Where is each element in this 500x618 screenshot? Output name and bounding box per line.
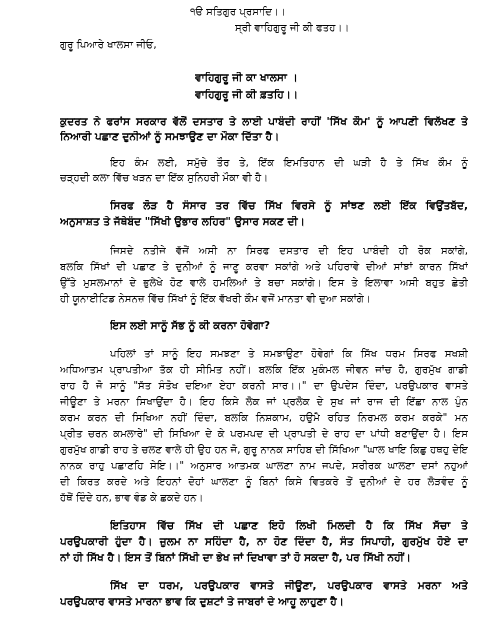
paragraph-5-line: ਨਾਨਕ ਰਾਹੁ ਪਛਾਣਹਿ ਸੇਇ।।" ਅਨੁਸਾਰ ਆਤਮਕ ਘਾਲਣਾ ਨਾਮ ਜਪਦੇ, ਸਰੀਰਕ ਘਾਲਣਾ ਦਸਾਂ ਨਹੁਆਂ [60, 461, 468, 472]
paragraph-4-line: ਬਲਕਿ ਸਿੱਖਾਂ ਦੀ ਪਛਾਣ ਤੇ ਦੁਨੀਆਂ ਨੂੰ ਜਾਣੂ ਕਰਵਾ ਸਕਾਂਗੇ ਅਤੇ ਪਹਿਰਾਵੇ ਦੀਆਂ ਸਾਂਝਾਂ ਕਾਰਨ ਸਿੱਖਾਂ [60, 262, 468, 273]
paragraph-7-line: ਸਿੱਖ ਦਾ ਧਰਮ, ਪਰਉਪਕਾਰ ਵਾਸਤੇ ਜੀਊਣਾ, ਪਰਉਪਕਾਰ ਵਾਸਤੇ ਮਰਨਾ ਅਤੇ [110, 580, 468, 592]
paragraph-3-line: ਸਿਰਫ ਲੋੜ ਹੈ ਸੰਸਾਰ ਤਰ ਵਿੱਚ ਸਿੱਖ ਵਿਰਸੇ ਨੂੰ ਸਾਂਝਣ ਲਈ ਇੱਕ ਵਿਉਂਤਬੱਦ, [110, 200, 468, 212]
paragraph-5-line: ਹੱਥੋਂ ਦਿੰਦੇ ਹਨ, ਭਾਵ ਵੰਡ ਕੇ ਛਕਦੇ ਹਨ। [60, 493, 204, 504]
paragraph-5-line: ਕਰਮ ਕਰਨ ਦੀ ਸਿਖਿਆ ਨਹੀਂ ਦਿੰਦਾ, ਬਲਕਿ ਨਿਸ਼ਕਾਮ, ਹਉਮੈ ਰਹਿਤ ਨਿਰਮਲ ਕਰਮ ਕਰਕੇ" ਮਨ [60, 413, 468, 424]
salutation: ਗੁਰੂ ਪਿਆਰੇ ਖਾਲਸਾ ਜੀਓ, [60, 40, 157, 51]
paragraph-1-line: ਕੁਦਰਤ ਨੇ ਫਰਾਂਸ ਸਰਕਾਰ ਵੱਲੋਂ ਦਸਤਾਰ ਤੇ ਲਾਈ ਪਾਬੰਦੀ ਰਾਹੀਂ 'ਸਿੱਖ ਕੌਮ' ਨੂੰ ਆਪਣੀ ਵਿਲੱਖਣ ਤੇ [60, 116, 468, 128]
paragraph-2-line: ਇਹ ਕੰਮ ਲਈ, ਸਮੁੱਚੇ ਤੌਰ ਤੇ, ਇੱਕ ਇਮਤਿਹਾਨ ਦੀ ਘੜੀ ਹੈ ਤੇ ਸਿੱਖ ਕੌਮ ਨੂੰ [110, 158, 468, 169]
paragraph-5-line: ਅਧਿਆਤਮ ਪ੍ਰਾਪਤੀਆ ਤੱਕ ਹੀ ਸੀਮਿਤ ਨਹੀਂ। ਬਲਕਿ ਇੱਕ ਮੁਕੰਮਲ ਜੀਵਨ ਜਾਂਚ ਹੈ, ਗੁਰਮੁੱਖ ਗਾਡੀ [60, 365, 468, 376]
paragraph-2-line: ਚੜ੍ਹਦੀ ਕਲਾ ਵਿੱਚ ਖੜਨ ਦਾ ਇੱਕ ਸੁਨਿਹਰੀ ਮੌਕਾ ਵੀ ਹੈ। [60, 173, 269, 184]
paragraph-1-line: ਨਿਆਰੀ ਪਛਾਣ ਦੁਨੀਆਂ ਨੂੰ ਸਮਝਾਉਣ ਦਾ ਮੌਕਾ ਦਿੱਤਾ ਹੈ। [60, 131, 280, 143]
paragraph-5-line: ਗੁਰਮੁੱਖ ਗਾਡੀ ਰਾਹ ਤੇ ਚਲਣ ਵਾਲੇ ਹੀ ਉਹ ਹਨ ਜੋ, ਗੁਰੂ ਨਾਨਕ ਸਾਹਿਬ ਦੀ ਸਿੱਖਿਆ "ਘਾਲ ਖਾਇ ਕਿਛੁ ਹਥਹੁ ਦੇਇ [60, 445, 468, 456]
question-heading: ਇਸ ਲਈ ਸਾਨੂੰ ਸੱਭ ਨੂੰ ਕੀ ਕਰਨਾ ਹੋਵੇਗਾ? [110, 320, 271, 332]
greeting-line-2: ਵਾਹਿਗੁਰੂ ਜੀ ਕੀ ਫ਼ਤਹਿ।। [195, 89, 299, 101]
paragraph-4-line: ਉੱਤੇ ਮੁਸਲਮਾਨਾਂ ਦੇ ਭੁਲੇਖੇ ਹੋਣ ਵਾਲੇ ਹਮਲਿਆਂ ਤੇ ਬਚਾ ਸਕਾਂਗੇ। ਇਸ ਤੇ ਇਲਾਵਾ ਅਸੀ ਬਹੁਤ ਛੇਤੀ [60, 278, 468, 289]
paragraph-5-line: ਦੀ ਕਿਰਤ ਕਰਦੇ ਅਤੇ ਇਹਨਾਂ ਦੋਹਾਂ ਘਾਲਣਾ ਨੂੰ ਬਿਨਾਂ ਕਿਸੇ ਵਿਤਕਰੇ ਤੋਂ ਦੁਨੀਆਂ ਦੇ ਹਰ ਲੋੜਵੰਦ ਨੂੰ [60, 477, 468, 488]
paragraph-4-line: ਜਿਸਦੇ ਨਤੀਜੇ ਵੱਜੋਂ ਅਸੀ ਨਾ ਸਿਰਫ ਦਸਤਾਰ ਦੀ ਇਹ ਪਾਬੰਦੀ ਹੀ ਰੋਕ ਸਕਾਂਗੇ, [110, 246, 468, 257]
paragraph-5-line: ਜੀਊਣਾ ਤੇ ਮਰਨਾ ਸਿਖਾਉਂਦਾ ਹੈ। ਇਹ ਕਿਸੇ ਲੋਕ ਜਾਂ ਪ੍ਰਲੋਕ ਦੇ ਸੁਖ ਜਾਂ ਰਾਜ ਦੀ ਇੱਛਾ ਨਾਲ ਪੁੰਨ [60, 397, 468, 408]
waheguru-fateh-top: ਸ੍ਰੀ ਵਾਹਿਗੁਰੂ ਜੀ ਕੀ ਫਤਹ।। [235, 23, 350, 34]
paragraph-5-line: ਰਾਹ ਹੈ ਜੋ ਸਾਨੂੰ "ਸੱਤ ਸੰਤੋਖ ਦਇਆ ਏਹਾ ਕਰਨੀ ਸਾਰ।।" ਦਾ ਉਪਦੇਸ ਦਿੰਦਾ, ਪਰਉਪਕਾਰ ਵਾਸਤੇ [60, 381, 468, 392]
paragraph-7-line: ਪਰਉਪਕਾਰ ਵਾਸਤੇ ਮਾਰਨਾ ਭਾਵ ਕਿ ਦੁਸ਼ਟਾਂ ਤੇ ਜਾਬਰਾਂ ਦੇ ਆਹੂ ਲਾਹੁਣਾ ਹੈ। [60, 596, 344, 608]
paragraph-6-line: ਪਰਉਪਕਾਰੀ ਹੁੰਦਾ ਹੈ। ਜ਼ੁਲਮ ਨਾ ਸਹਿੰਦਾ ਹੈ, ਨਾ ਹੋਣ ਦਿੰਦਾ ਹੈ, ਸੰਤ ਸਿਪਾਹੀ, ਗੁਰਮੁੱਖ ਹੋਏ ਦਾ [60, 536, 468, 548]
greeting-line-1: ਵਾਹਿਗੁਰੂ ਜੀ ਕਾ ਖਾਲਸਾ । [195, 72, 298, 84]
paragraph-6-line: ਨਾਂ ਹੀ ਸਿੱਖ ਹੈ। ਇਸ ਤੋਂ ਬਿਨਾਂ ਸਿੱਖੀ ਦਾ ਭੇਖ ਜਾਂ ਦਿਖਾਵਾ ਤਾਂ ਹੋ ਸਕਦਾ ਹੈ, ਪਰ ਸਿੱਖੀ ਨਹੀਂ। [60, 552, 411, 564]
paragraph-5-line: ਪ੍ਰੀਤ ਚਰਨ ਕਮਲਾਰੇ" ਦੀ ਸਿਖਿਆ ਦੇ ਕੇ ਪਰਮਪਦ ਦੀ ਪ੍ਰਾਪਤੀ ਦੇ ਰਾਹ ਦਾ ਪਾਂਧੀ ਬਣਾਉਂਦਾ ਹੈ। ਇਸ [60, 429, 468, 440]
paragraph-4-line: ਹੀ ਯੂਨਾਈਟਿਡ ਨੇਸਨਜ਼ ਵਿੱਚ ਸਿੱਖਾਂ ਨੂੰ ਇੱਕ ਵੱਖਰੀ ਕੌਮ ਵਜੋਂ ਮਾਨਤਾ ਵੀ ਦੁਆ ਸਕਾਂਗੇ। [60, 294, 371, 305]
paragraph-5-line: ਪਹਿਲਾਂ ਤਾਂ ਸਾਨੂੰ ਇਹ ਸਮਝਣਾ ਤੇ ਸਮਝਾਉਣਾ ਹੋਵੇਗਾਂ ਕਿ ਸਿੱਖ ਧਰਮ ਸਿਰਫ ਸਖਸ਼ੀ [110, 349, 468, 360]
paragraph-6-line: ਇਤਿਹਾਸ ਵਿੱਚ ਸਿੱਖ ਦੀ ਪਛਾਣ ਇਹੋ ਲਿਖੀ ਮਿਲਦੀ ਹੈ ਕਿ ਸਿੱਖ ਸੱਚਾ ਤੇ [110, 520, 468, 532]
invocation: ੧ੳ ਸਤਿਗੁਰ ਪ੍ਰਸਾਦਿ।। [190, 7, 286, 18]
paragraph-3-line: ਅਨੁਸਾਸ਼ਤ ਤੇ ਜੱਥੇਬੰਦ "ਸਿੱਖੀ ਉਭਾਰ ਲਹਿਰ" ਉਸਾਰ ਸਕਣ ਦੀ। [60, 216, 305, 228]
